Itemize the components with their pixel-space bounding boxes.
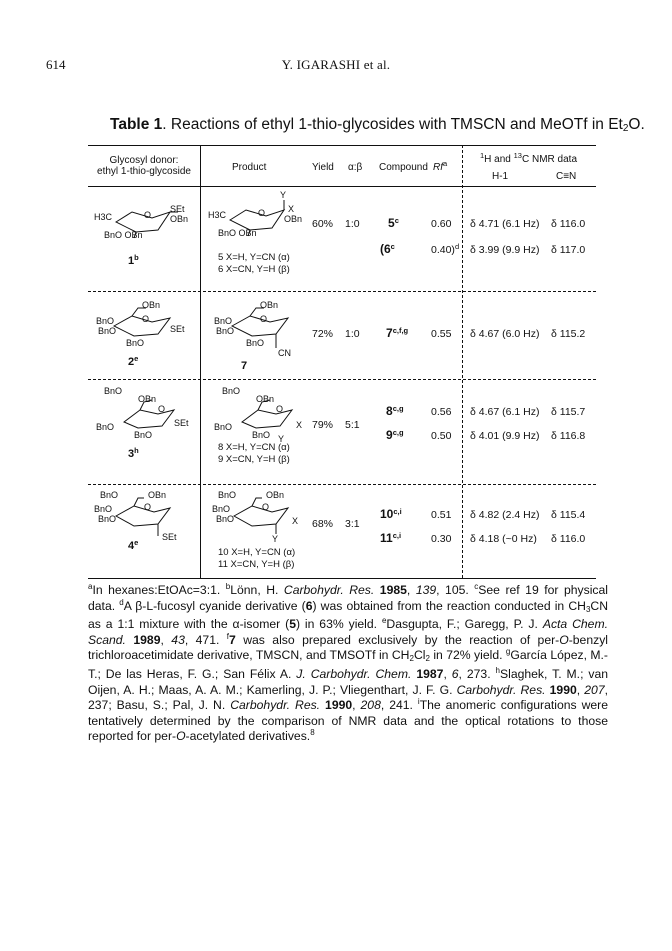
- caption-sub: 2: [622, 123, 629, 134]
- yield-header: Yield: [312, 162, 334, 173]
- table-caption: [110, 116, 645, 134]
- table-top-rule: [88, 145, 596, 146]
- nmr-h1-value: δ 3.99 (9.9 Hz): [470, 244, 540, 256]
- nmr-cn-value: δ 115.2: [551, 328, 586, 340]
- nmr-cn-value: δ 116.0: [551, 533, 586, 545]
- product-note: 10 X=H, Y=CN (α): [218, 547, 296, 558]
- column-divider: [462, 145, 463, 578]
- product-note: 6 X=CN, Y=H (β): [218, 264, 290, 275]
- rf-header: Rf$^a$: [433, 159, 448, 173]
- ratio-value: 3:1: [345, 518, 360, 530]
- donor-3-label: 3$^h$: [128, 446, 139, 460]
- ratio-value: 1:0: [345, 328, 360, 340]
- compound-label: 8$^{c,g}$: [386, 404, 404, 418]
- donor-3-structure: BnO OBn O BnO SEt BnO: [96, 386, 189, 440]
- caption-text: . Reactions of ethyl 1-thio-glycosides with TMSCN and MeOTf in Et: [162, 116, 623, 133]
- ratio-header: α:β: [348, 162, 363, 173]
- product-8-9-structure: BnO OBn O BnO X BnO Y: [214, 386, 303, 444]
- product-10-11-structure: BnO OBn BnO O BnO X Y: [212, 490, 299, 544]
- nmr-cn-header: C≡N: [556, 171, 577, 182]
- rf-value: 0.51: [431, 509, 452, 521]
- ratio-value: 5:1: [345, 419, 360, 431]
- rf-value: 0.40)$^d$: [431, 242, 460, 256]
- nmr-cn-value: δ 115.7: [551, 406, 586, 418]
- donor-4-structure: BnO OBn BnO O BnO SEt: [94, 490, 177, 542]
- nmr-h1-value: δ 4.71 (6.1 Hz): [470, 218, 540, 230]
- nmr-h1-value: δ 4.18 (~0 Hz): [470, 533, 537, 545]
- product-note: 9 X=CN, Y=H (β): [218, 454, 290, 465]
- yield-value: 72%: [312, 328, 334, 340]
- donor-4-label: 4e: [128, 538, 139, 552]
- row-divider: [88, 484, 596, 485]
- table-header-rule: [88, 186, 596, 187]
- donor-header: Glycosyl donor: ethyl 1-thio-glycoside: [97, 155, 191, 177]
- nmr-h1-value: δ 4.67 (6.1 Hz): [470, 406, 540, 418]
- yield-value: 68%: [312, 518, 334, 530]
- product-label: 7: [241, 360, 248, 372]
- product-5-6-structure: Y H3C O X OBn BnO OBn: [208, 190, 303, 238]
- table-footnotes: $^a$In hexanes:EtOAc=3:1. $^b$Lönn, H. Carbohydr. Res. 1985, 139, 105. $^c$See ref 19 for physical data. $^d$A β-L-fucosyl cyanide derivative (6) was obtained from the reaction conducted in $CH_3CN$ as a 1:1 mixture with the α-isomer (5) in 63% yield. $^e$Dasgupta, F.; Garegg, P. J. Acta Chem. Scand. 1989, 43, 471. $^f$7 was also prepared exclusively by the reaction of per-O-benzyl trichloroacetimidate derivative, TMSCN, and TMSOTf in $CH_2Cl_2$ in 72% yield. $^g$García López, M.-T.; De las Heras, F. G.; San Félix A. J. Carbohydr. Chem. 1987, 6, 273. $^h$Slaghek, T. M.; van Oijen, A. H.; Maas, A. A. M.; Kamerling, J. P.; Vliegenthart, J. F. G. Carbohydr. Res. 1990, 207, 237; Basu, S.; Pal, J. N. Carbohydr. Res. 1990, 208, 241. $^i$The anomeric configurations were tentatively determined by the comparison of NMR data and the optical rotations to those reported for per-O-acetylated derivatives.$^8$: [88, 582, 609, 744]
- nmr-h1-header: H-1: [492, 171, 509, 182]
- compound-label: 9$^{c,g}$: [386, 428, 404, 442]
- nmr-cn-value: δ 117.0: [551, 244, 586, 256]
- compound-label: 7$^{c,f,g}$: [386, 326, 409, 340]
- compound-label: 11$^{c,i}$: [380, 531, 402, 545]
- donor-1-structure: H3C O SEt OBn BnO OBn: [94, 204, 189, 240]
- rf-value: 0.56: [431, 406, 452, 418]
- rf-value: 0.30: [431, 533, 452, 545]
- yield-value: 60%: [312, 218, 334, 230]
- compound-header: Compound: [379, 162, 428, 173]
- nmr-h1-value: δ 4.01 (9.9 Hz): [470, 430, 540, 442]
- nmr-cn-value: δ 115.4: [551, 509, 586, 521]
- column-divider: [200, 145, 201, 578]
- donor-2-structure: OBn BnO O BnO SEt BnO: [96, 300, 185, 348]
- rf-value: 0.50: [431, 430, 452, 442]
- ratio-value: 1:0: [345, 218, 360, 230]
- nmr-h1-value: δ 4.67 (6.0 Hz): [470, 328, 540, 340]
- product-note: 5 X=H, Y=CN (α): [218, 252, 290, 263]
- nmr-header: $^1$H and $^{13}$C NMR data: [480, 151, 577, 165]
- row-divider: [88, 379, 596, 380]
- rf-value: 0.60: [431, 218, 452, 230]
- nmr-cn-value: δ 116.0: [551, 218, 586, 230]
- product-note: 11 X=CN, Y=H (β): [218, 559, 295, 570]
- running-head: Y. IGARASHI et al.: [281, 57, 391, 72]
- page-number: 614: [46, 57, 66, 72]
- caption-end: O.: [628, 116, 645, 133]
- table-label: Table 1: [110, 116, 163, 133]
- donor-1-label: 1$^b$: [128, 253, 139, 267]
- compound-label: (6$^c$: [380, 242, 395, 256]
- nmr-cn-value: δ 116.8: [551, 430, 586, 442]
- compound-label: 5$^c$: [388, 216, 399, 230]
- nmr-h1-value: δ 4.82 (2.4 Hz): [470, 509, 540, 521]
- rf-value: 0.55: [431, 328, 452, 340]
- compound-label: 10$^{c,i}$: [380, 507, 402, 521]
- product-header: Product: [232, 162, 267, 173]
- product-note: 8 X=H, Y=CN (α): [218, 442, 290, 453]
- yield-value: 79%: [312, 419, 334, 431]
- donor-2-label: 2e: [128, 354, 139, 368]
- product-7-structure: OBn BnO O BnO BnO CN: [214, 300, 291, 358]
- table-bottom-rule: [88, 578, 596, 579]
- row-divider: [88, 291, 596, 292]
